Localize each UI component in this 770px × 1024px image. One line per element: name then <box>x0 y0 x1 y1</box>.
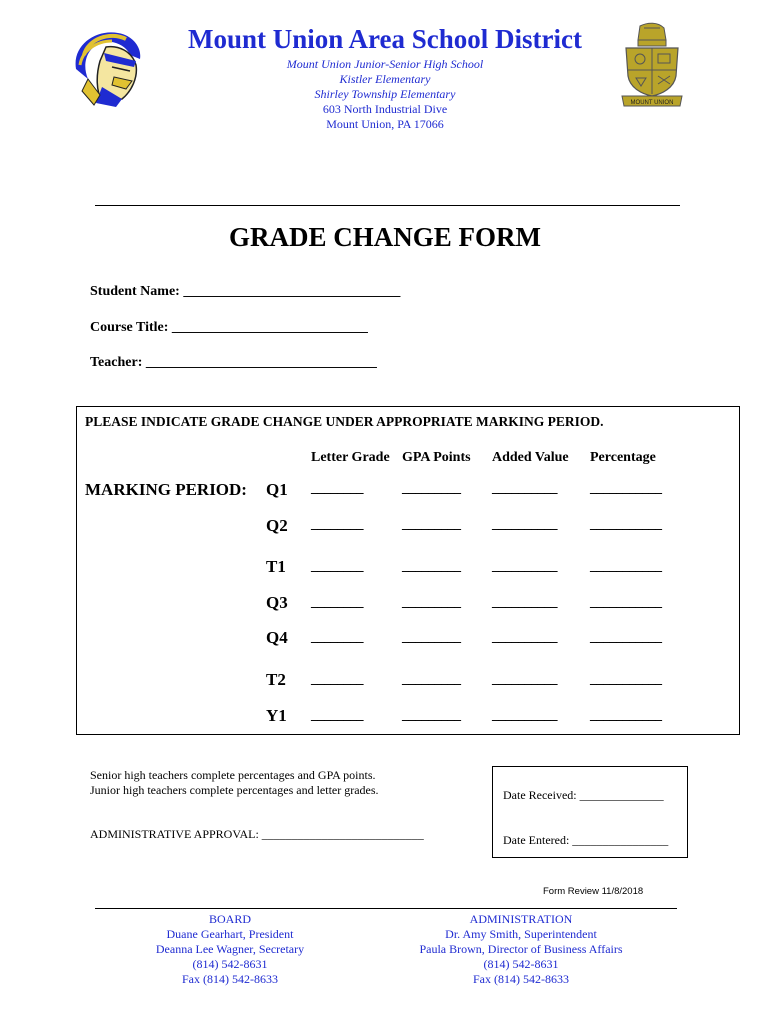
gpa-points-blank[interactable]: _________ <box>402 559 461 574</box>
period-label-t1: T1 <box>266 557 286 576</box>
column-percentage: Percentage <box>590 450 656 465</box>
added-value-blank[interactable]: __________ <box>492 672 557 687</box>
form-review-date: Form Review 11/8/2018 <box>543 886 644 897</box>
gpa-points-blank[interactable]: _________ <box>402 708 461 723</box>
gpa-points-blank[interactable]: _________ <box>402 595 461 610</box>
superintendent: Dr. Amy Smith, Superintendent <box>445 927 597 941</box>
board-phone: (814) 542-8631 <box>192 957 268 971</box>
added-value-blank[interactable]: __________ <box>492 481 557 496</box>
course-title-field[interactable]: Course Title: ____________________________ <box>90 320 368 335</box>
period-label-q2: Q2 <box>266 516 288 535</box>
added-value-blank[interactable]: __________ <box>492 595 557 610</box>
period-label-q3: Q3 <box>266 593 288 612</box>
period-label-q1: Q1 <box>266 480 288 499</box>
gpa-points-blank[interactable]: _________ <box>402 630 461 645</box>
percentage-blank[interactable]: ___________ <box>590 559 662 574</box>
city-state-zip: Mount Union, PA 17066 <box>326 117 444 131</box>
column-added-value: Added Value <box>492 450 569 465</box>
added-value-blank[interactable]: __________ <box>492 708 557 723</box>
column-gpa-points: GPA Points <box>402 450 471 465</box>
period-label-q4: Q4 <box>266 628 288 647</box>
gpa-points-blank[interactable]: _________ <box>402 517 461 532</box>
junior-high-note: Junior high teachers complete percentages and letter grades. <box>90 783 379 797</box>
date-entered-field[interactable]: Date Entered: ________________ <box>503 833 669 847</box>
date-received-field[interactable]: Date Received: ______________ <box>503 788 664 802</box>
percentage-blank[interactable]: ___________ <box>590 595 662 610</box>
student-name-field[interactable]: Student Name: _______________________________ <box>90 284 401 299</box>
school-name-1: Mount Union Junior-Senior High School <box>286 57 484 71</box>
board-heading: BOARD <box>208 912 251 926</box>
percentage-blank[interactable]: ___________ <box>590 517 662 532</box>
letter-grade-blank[interactable]: ________ <box>311 559 363 574</box>
district-title: Mount Union Area School District <box>187 24 582 54</box>
period-label-y1: Y1 <box>266 706 287 725</box>
form-title: GRADE CHANGE FORM <box>229 222 541 252</box>
trojan-head-logo <box>66 25 150 109</box>
letter-grade-blank[interactable]: ________ <box>311 630 363 645</box>
district-crest-logo <box>618 22 686 110</box>
percentage-blank[interactable]: ___________ <box>590 672 662 687</box>
percentage-blank[interactable]: ___________ <box>590 481 662 496</box>
letter-grade-blank[interactable]: ________ <box>311 517 363 532</box>
board-secretary: Deanna Lee Wagner, Secretary <box>155 942 305 956</box>
column-letter-grade: Letter Grade <box>311 450 390 465</box>
top-divider <box>95 205 680 206</box>
percentage-blank[interactable]: ___________ <box>590 630 662 645</box>
board-fax: Fax (814) 542-8633 <box>182 972 278 986</box>
senior-high-note: Senior high teachers complete percentages and GPA points. <box>90 768 376 782</box>
administrative-approval-field[interactable]: ADMINISTRATIVE APPROVAL: ___________________________ <box>90 827 424 841</box>
teacher-field[interactable]: Teacher: _________________________________ <box>90 355 377 370</box>
grade-change-instruction: PLEASE INDICATE GRADE CHANGE UNDER APPROPRIATE MARKING PERIOD. <box>85 414 604 429</box>
letter-grade-blank[interactable]: ________ <box>311 595 363 610</box>
added-value-blank[interactable]: __________ <box>492 559 557 574</box>
added-value-blank[interactable]: __________ <box>492 630 557 645</box>
gpa-points-blank[interactable]: _________ <box>402 481 461 496</box>
board-president: Duane Gearhart, President <box>166 927 294 941</box>
letter-grade-blank[interactable]: ________ <box>311 481 363 496</box>
period-label-t2: T2 <box>266 670 286 689</box>
bottom-divider <box>95 908 677 909</box>
gpa-points-blank[interactable]: _________ <box>402 672 461 687</box>
letter-grade-blank[interactable]: ________ <box>311 672 363 687</box>
percentage-blank[interactable]: ___________ <box>590 708 662 723</box>
street-address: 603 North Industrial Dive <box>322 102 448 116</box>
administration-fax: Fax (814) 542-8633 <box>473 972 569 986</box>
administration-phone: (814) 542-8631 <box>483 957 559 971</box>
administration-heading: ADMINISTRATION <box>469 912 573 926</box>
added-value-blank[interactable]: __________ <box>492 517 557 532</box>
business-director: Paula Brown, Director of Business Affairs <box>419 942 623 956</box>
crest-banner-text: MOUNT UNION <box>630 100 674 106</box>
school-name-3: Shirley Township Elementary <box>314 87 456 101</box>
marking-period-label: MARKING PERIOD: <box>85 480 247 499</box>
letter-grade-blank[interactable]: ________ <box>311 708 363 723</box>
board-contact-block <box>130 912 330 987</box>
school-name-2: Kistler Elementary <box>339 72 431 86</box>
administration-contact-block <box>395 912 647 987</box>
